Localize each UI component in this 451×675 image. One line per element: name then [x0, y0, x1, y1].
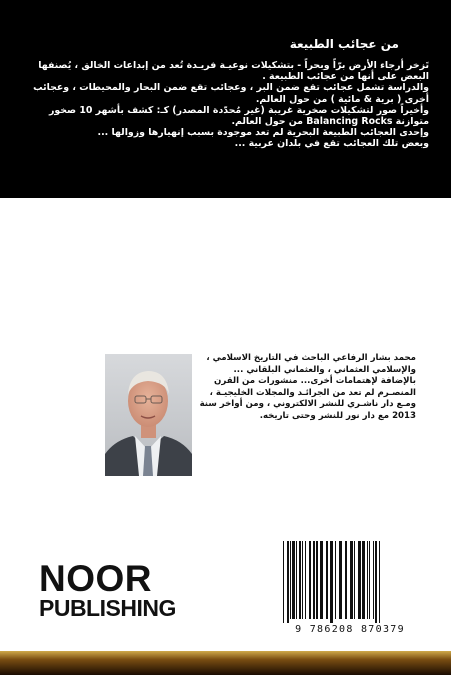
- blurb-paragraph: [29, 105, 429, 127]
- barcode-bar: [379, 541, 380, 623]
- book-blurb: [29, 60, 429, 150]
- blurb-paragraph: تَزخر أرجاء الأرض برّاً وبحراً - بتشكيلات نوعيـة فريـدة تُعد من إبداعات الخالق ، يُصنفها البعض على أنها من عجائب الطبيعة .: [38, 60, 429, 83]
- barcode-bar: [326, 541, 328, 619]
- blurb-paragraph: والدراسة تشمل عجائب تقع ضمن البر ، وعجائب تقع ضمن البحار والمحيطات ، وعجائب أخرى ( برية & مائية ) من حول العالم.: [33, 82, 429, 105]
- book-title: من عجائب الطبيعة: [289, 37, 399, 51]
- blurb-paragraph: وبعض تلك العجائب تقع في بلدان عربية ...: [234, 138, 429, 150]
- publisher-name-line2: PUBLISHING: [39, 595, 176, 621]
- barcode-bar: [290, 541, 291, 619]
- barcode-bars: [277, 537, 423, 623]
- blurb-text: من حول العالم.: [231, 116, 303, 128]
- isbn-barcode: [277, 537, 423, 635]
- barcode-bar: [330, 541, 333, 623]
- author-portrait-image: [105, 354, 192, 476]
- barcode-bar: [309, 541, 311, 619]
- blurb-english-term: Balancing Rocks: [306, 116, 393, 128]
- barcode-bar: [287, 541, 289, 623]
- barcode-bar: [299, 541, 301, 619]
- barcode-bar: [345, 541, 347, 619]
- barcode-bar: [320, 541, 323, 619]
- barcode-bar: [354, 541, 355, 619]
- author-photo: [105, 354, 192, 476]
- barcode-bar: [302, 541, 303, 619]
- barcode-bar: [350, 541, 353, 619]
- bottom-gold-strip: [0, 651, 451, 675]
- barcode-bar: [358, 541, 361, 619]
- barcode-bar: [369, 541, 370, 619]
- top-black-panel: [0, 0, 451, 198]
- publisher-logo: [39, 558, 176, 621]
- barcode-bar: [313, 541, 315, 619]
- barcode-bar: [362, 541, 365, 619]
- barcode-digits: 9 786208 870379: [295, 624, 405, 635]
- barcode-bar: [305, 541, 306, 619]
- barcode-bar: [296, 541, 297, 619]
- publisher-name-line1: NOOR: [39, 558, 152, 599]
- barcode-bar: [367, 541, 368, 619]
- barcode-bar: [339, 541, 342, 619]
- barcode-bar: [283, 541, 284, 623]
- barcode-bar: [292, 541, 295, 619]
- barcode-bar: [316, 541, 318, 619]
- barcode-bar: [335, 541, 336, 619]
- barcode-bar: [375, 541, 377, 623]
- blurb-paragraph: وإحدى العجائب الطبيعة البحرية لم تعد موجودة بسبب إنهيارها وزوالها ...: [97, 127, 429, 139]
- author-bio: محمد بشار الرفاعي الباحث في التاريخ الاسلامي ، والإسلامي العثماني ، والعثماني البلقاني ... بالإضافة لإهتمامات أخرى... منشورات من القرن المنصـرم لم تعد من الجرائـد والمجلات الخليجيـة ، ومـع دار ناشـري للنشر الالكتروني ، ومن أواخر سنة 2013 مع دار نور للنشر وحتى تاريخه.: [199, 353, 416, 421]
- barcode-bar: [373, 541, 374, 619]
- blurb-text: وأخيراً صور لتشكيلات صخرية غريبة (غير مُحدّدة المصدر) كـ: كشف بأشهر 10 صخور متوازنة: [48, 104, 429, 128]
